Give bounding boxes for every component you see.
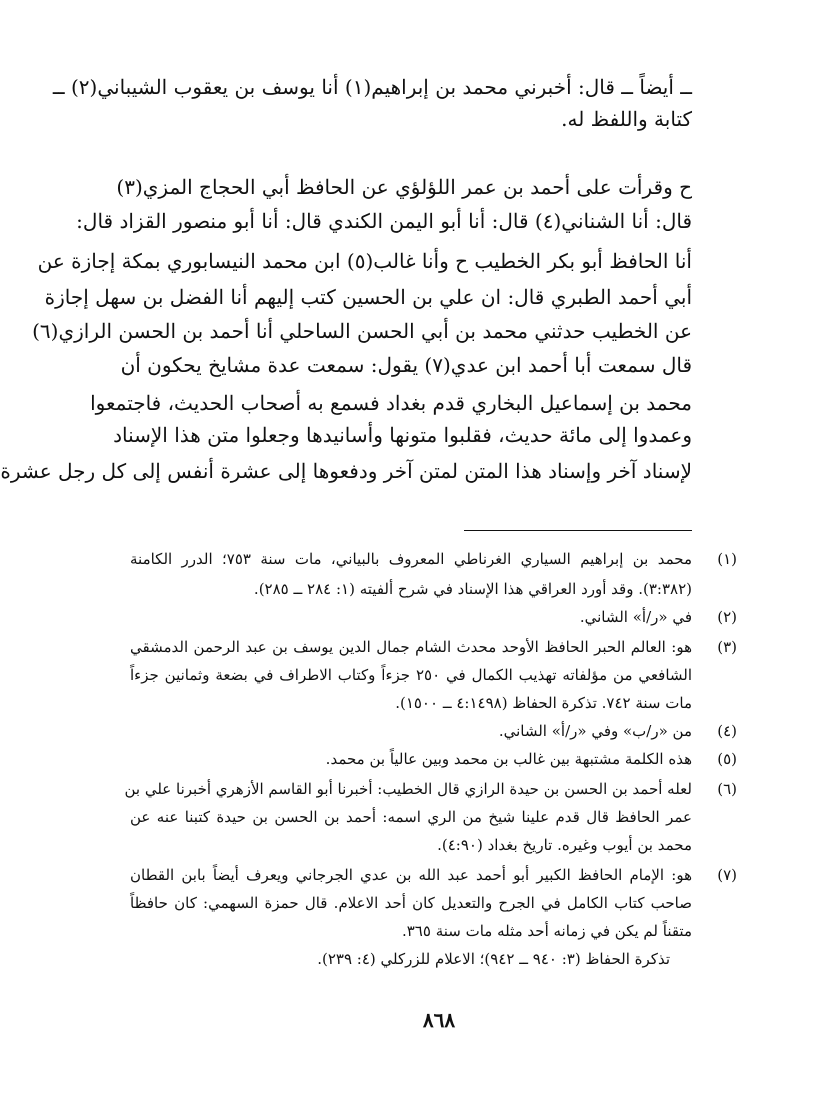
footnote-line: صاحب كتاب الكامل في الجرح والتعديل كان أحد الاعلام. قال حمزة السهمي: كان حافظاً bbox=[130, 894, 692, 912]
main-text-line: كتابة واللفظ له. bbox=[561, 107, 692, 131]
footnote-divider bbox=[464, 530, 692, 531]
main-text-line: قال سمعت أبا أحمد ابن عدي(٧) يقول: سمعت عدة مشايخ يحكون أن bbox=[120, 353, 692, 377]
footnote-number: (١) bbox=[717, 550, 737, 568]
footnote-line: محمد بن أيوب وغيره. تاريخ بغداد (٤:٩٠). bbox=[437, 836, 692, 854]
footnote-line: من «ر/ب» وفي «ر/أ» الشاني. bbox=[498, 722, 692, 740]
main-text-line: قال: أنا الشناني(٤) قال: أنا أبو اليمن الكندي قال: أنا أبو منصور القزاد قال: bbox=[76, 209, 692, 233]
main-text-line: أبي أحمد الطبري قال: ان علي بن الحسين كتب إليهم أنا الفضل بن سهل إجازة bbox=[44, 285, 692, 309]
footnote-line: متقناً لم يكن في زمانه أحد مثله مات سنة ٣٦٥. bbox=[401, 922, 692, 940]
footnote-line: في «ر/أ» الشاني. bbox=[579, 608, 692, 626]
main-text-line: أنا الحافظ أبو بكر الخطيب ح وأنا غالب(٥) ابن محمد النيسابوري بمكة إجازة عن bbox=[37, 249, 692, 273]
main-text-line: عن الخطيب حدثني محمد بن أبي الحسن الساحلي أنا أحمد بن الحسن الرازي(٦) bbox=[32, 319, 692, 343]
main-text-line: وعمدوا إلى مائة حديث، فقلبوا متونها وأسانيدها وجعلوا متن هذا الإسناد bbox=[113, 423, 692, 447]
footnote-number: (٤) bbox=[717, 722, 737, 740]
footnote-line: تذكرة الحفاظ (٣: ٩٤٠ ــ ٩٤٢)؛ الاعلام للزركلي (٤: ٢٣٩). bbox=[317, 950, 670, 968]
footnote-line: هو: الإمام الحافظ الكبير أبو أحمد عبد الله بن عدي الجرجاني ويعرف أيضاً بابن القطان bbox=[130, 866, 692, 884]
page-number: ٨٦٨ bbox=[422, 1008, 456, 1032]
main-text-line: محمد بن إسماعيل البخاري قدم بغداد فسمع به أصحاب الحديث، فاجتمعوا bbox=[90, 391, 692, 415]
footnote-number: (٧) bbox=[717, 866, 737, 884]
footnote-number: (٢) bbox=[717, 608, 737, 626]
main-text-line: ــ أيضاً ــ قال: أخبرني محمد بن إبراهيم(١) أنا يوسف بن يعقوب الشيباني(٢) ــ bbox=[52, 75, 692, 99]
footnote-number: (٦) bbox=[717, 780, 737, 798]
footnote-line: عمر الحافظ قال قدم علينا شيخ من الري اسمه: أحمد بن الحسن بن حيدة كتبنا عنه عن bbox=[130, 808, 692, 826]
footnote-line: مات سنة ٧٤٢. تذكرة الحفاظ (٤:١٤٩٨ ــ ١٥٠٠). bbox=[395, 694, 692, 712]
main-text-line: ح وقرأت على أحمد بن عمر اللؤلؤي عن الحافظ أبي الحجاج المزي(٣) bbox=[116, 175, 692, 199]
footnote-line: هذه الكلمة مشتبهة بين غالب بن محمد وبين عالياً بن محمد. bbox=[325, 750, 692, 768]
footnote-line: هو: العالم الحبر الحافظ الأوحد محدث الشام جمال الدين يوسف بن عبد الرحمن الدمشقي bbox=[130, 638, 692, 656]
footnote-number: (٣) bbox=[717, 638, 737, 656]
footnote-line: (٣:٣٨٢). وقد أورد العراقي هذا الإسناد في شرح ألفيته (١: ٢٨٤ ــ ٢٨٥). bbox=[253, 580, 692, 598]
main-text-line: لإسناد آخر وإسناد هذا المتن لمتن آخر ودفعوها إلى عشرة أنفس إلى كل رجل عشرة bbox=[0, 459, 692, 483]
footnote-line: الشافعي من مؤلفاته تهذيب الكمال في ٢٥٠ جزءاً وكتاب الاطراف في بضعة وثمانين جزءاً bbox=[130, 666, 693, 684]
footnote-line: محمد بن إبراهيم السياري الغرناطي المعروف بالبياني، مات سنة ٧٥٣؛ الدرر الكامنة bbox=[130, 550, 692, 568]
footnote-number: (٥) bbox=[717, 750, 737, 768]
footnote-line: لعله أحمد بن الحسن بن حيدة الرازي قال الخطيب: أخبرنا أبو القاسم الأزهري أخبرنا علي بن bbox=[124, 780, 692, 798]
